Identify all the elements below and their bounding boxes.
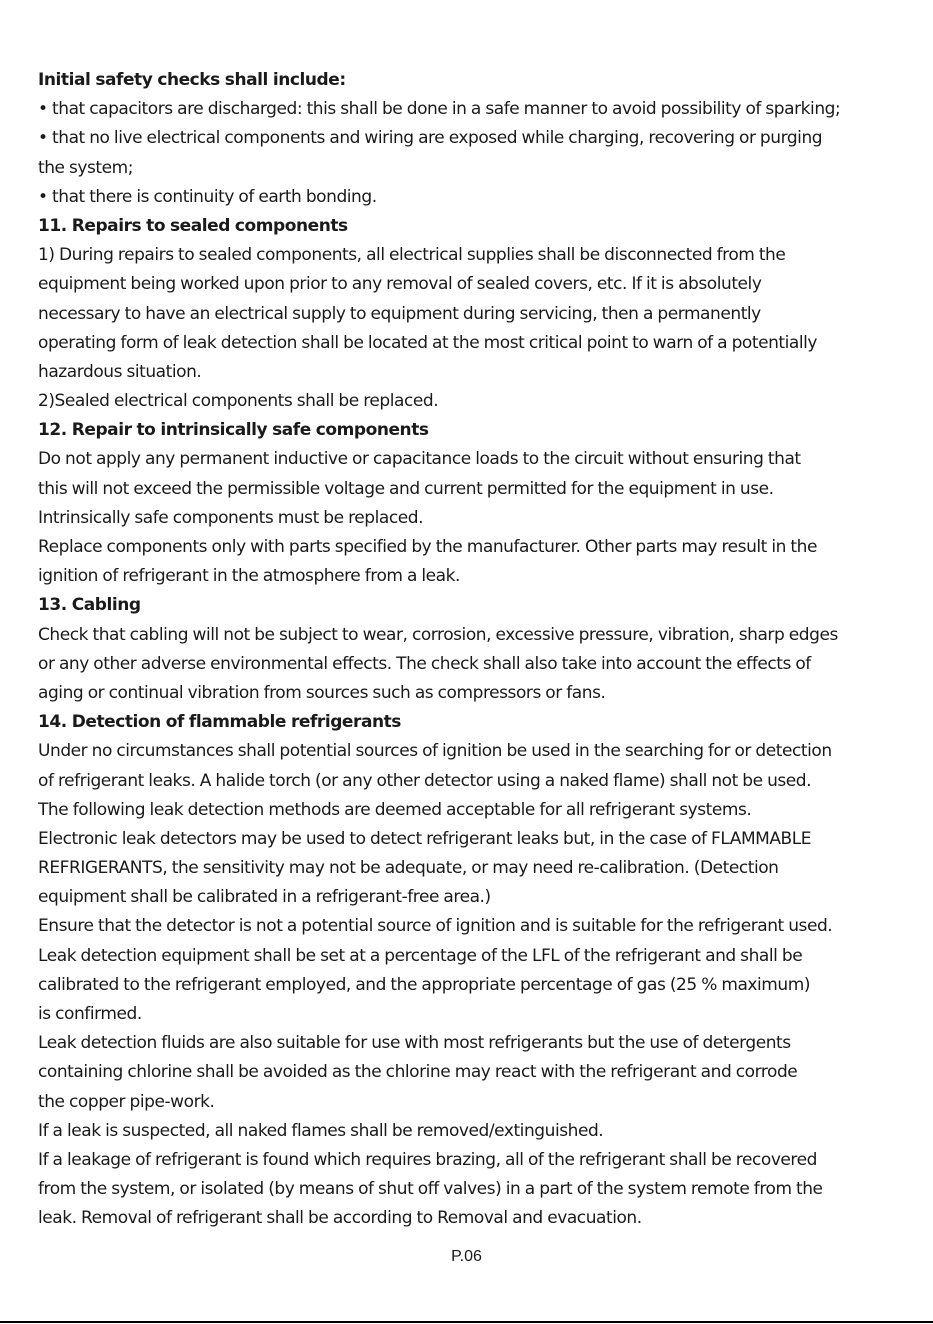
text-line: Replace components only with parts specified by the manufacturer. Other parts may result in the — [38, 537, 817, 557]
text-line: • that there is continuity of earth bonding. — [38, 186, 377, 207]
text-line: Under no circumstances shall potential sources of ignition be used in the searching for or detection — [38, 741, 832, 762]
text-line: necessary to have an electrical supply to equipment during servicing, then a permanently — [38, 303, 761, 324]
text-line: operating form of leak detection shall be located at the most critical point to warn of a potentially — [38, 332, 818, 353]
text-line: calibrated to the refrigerant employed, and the appropriate percentage of gas (25 % maximum) — [38, 974, 811, 995]
section-heading: 13. Cabling — [38, 595, 141, 616]
text-line: containing chlorine shall be avoided as the chlorine may react with the refrigerant and corrode — [38, 1062, 798, 1083]
text-line: Leak detection equipment shall be set at a percentage of the LFL of the refrigerant and shall be — [38, 945, 803, 966]
text-line: If a leak is suspected, all naked flames shall be removed/extinguished. — [38, 1120, 604, 1141]
text-line: or any other adverse environmental effects. The check shall also take into account the effects of — [38, 653, 811, 674]
section-heading: Initial safety checks shall include: — [38, 70, 346, 90]
text-line: of refrigerant leaks. A halide torch (or any other detector using a naked flame) shall not be used. — [38, 770, 812, 791]
text-line: Electronic leak detectors may be used to detect refrigerant leaks but, in the case of FLAMMABLE — [38, 828, 812, 849]
text-line: • that capacitors are discharged: this shall be done in a safe manner to avoid possibility of sparking; — [38, 99, 841, 120]
text-line: 1) During repairs to sealed components, all electrical supplies shall be disconnected from the — [38, 245, 786, 266]
text-line: If a leakage of refrigerant is found which requires brazing, all of the refrigerant shall be recovered — [38, 1149, 817, 1170]
text-line: Ensure that the detector is not a potential source of ignition and is suitable for the refrigerant used. — [38, 916, 833, 937]
text-line: from the system, or isolated (by means of shut off valves) in a part of the system remote from the — [38, 1179, 823, 1200]
section-heading: 11. Repairs to sealed components — [38, 215, 348, 236]
section-heading: 12. Repair to intrinsically safe components — [38, 420, 429, 441]
text-line: Check that cabling will not be subject to wear, corrosion, excessive pressure, vibration, sharp edges — [38, 624, 838, 645]
text-line: Do not apply any permanent inductive or capacitance loads to the circuit without ensuring that — [38, 449, 801, 470]
section-heading: 14. Detection of flammable refrigerants — [38, 712, 401, 733]
text-line: this will not exceed the permissible voltage and current permitted for the equipment in use. — [38, 478, 774, 499]
text-line: aging or continual vibration from sources such as compressors or fans. — [38, 682, 606, 703]
text-line: is confirmed. — [38, 1004, 142, 1024]
text-line: equipment being worked upon prior to any removal of sealed covers, etc. If it is absolutely — [38, 274, 762, 295]
text-line: equipment shall be calibrated in a refrigerant-free area.) — [38, 887, 491, 908]
text-line: REFRIGERANTS, the sensitivity may not be adequate, or may need re-calibration. (Detection — [38, 858, 779, 879]
text-line: the system; — [38, 157, 134, 178]
text-line: Leak detection fluids are also suitable for use with most refrigerants but the use of detergents — [38, 1033, 791, 1054]
text-line: Intrinsically safe components must be replaced. — [38, 507, 424, 528]
text-line: leak. Removal of refrigerant shall be according to Removal and evacuation. — [38, 1208, 642, 1229]
text-line: 2)Sealed electrical components shall be replaced. — [38, 391, 439, 412]
text-line: the copper pipe-work. — [38, 1091, 215, 1112]
text-line: ignition of refrigerant in the atmosphere from a leak. — [38, 566, 460, 587]
bottom-divider — [0, 1321, 933, 1323]
text-line: hazardous situation. — [38, 361, 202, 382]
document-body — [38, 66, 928, 1234]
page-number: P.06 — [451, 1248, 482, 1265]
text-line: • that no live electrical components and wiring are exposed while charging, recovering or purging — [38, 128, 823, 149]
text-line: The following leak detection methods are deemed acceptable for all refrigerant systems. — [38, 799, 752, 820]
